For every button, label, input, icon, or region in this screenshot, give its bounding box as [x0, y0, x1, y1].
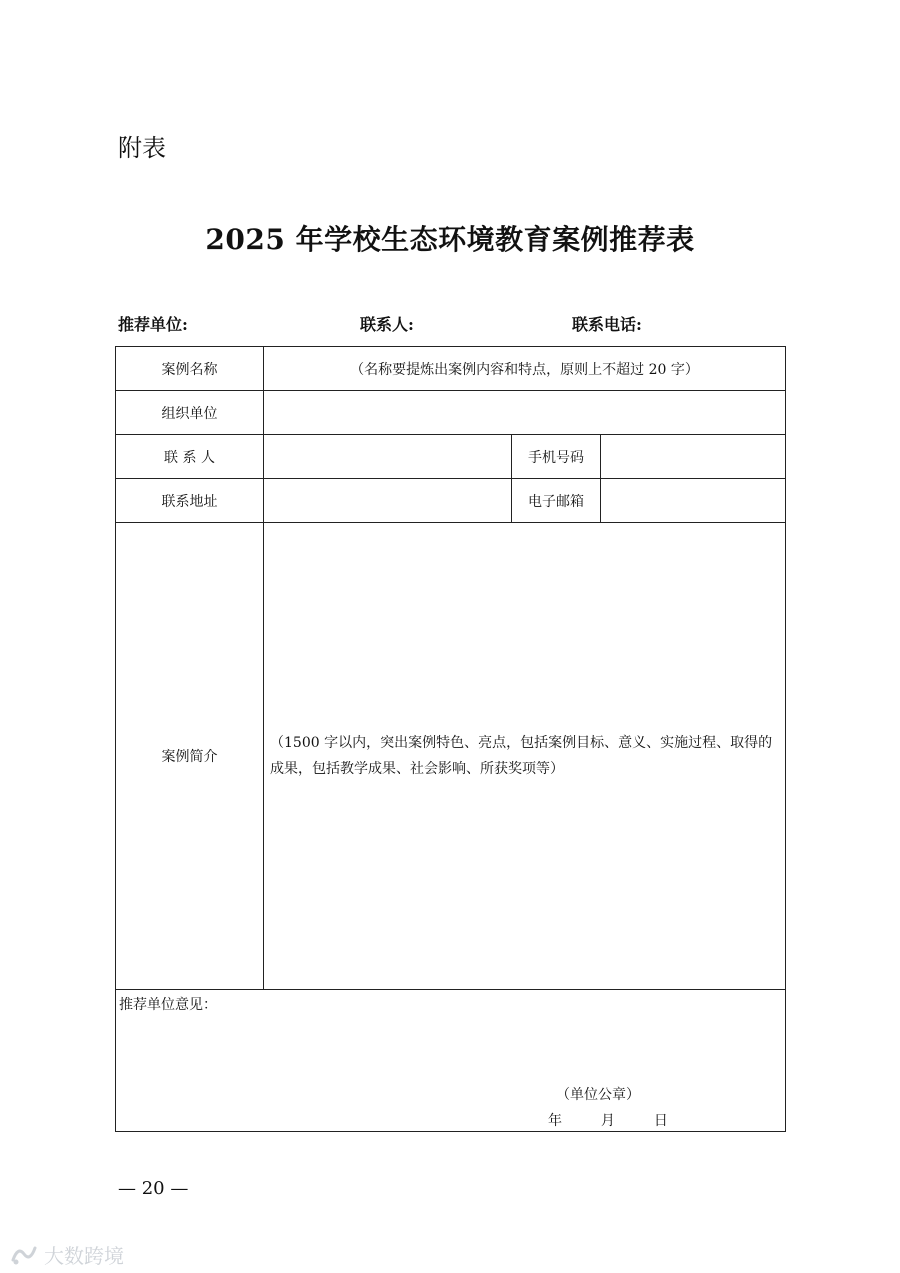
page-title: 2025 年学校生态环境教育案例推荐表: [205, 223, 695, 256]
annex-label: 附表: [118, 134, 166, 162]
summary-field[interactable]: （1500 字以内，突出案例特色、亮点，包括案例目标、意义、实施过程、取得的成果，包括教学成果、社会影响、所获奖项等）: [264, 523, 786, 990]
date-month: 月: [600, 1113, 615, 1129]
mobile-label: 手机号码: [512, 435, 601, 479]
watermark: [10, 1240, 124, 1269]
row-contact: [116, 435, 786, 479]
watermark-text: 大数跨境: [44, 1244, 124, 1268]
email-field[interactable]: [601, 479, 786, 523]
watermark-logo-icon: [10, 1244, 38, 1266]
summary-label: 案例简介: [116, 523, 264, 990]
date-year: 年: [548, 1113, 562, 1129]
recommendation-form-table: [115, 346, 786, 1132]
row-address: [116, 479, 786, 523]
page-number: — 20 —: [118, 1178, 189, 1199]
opinion-field[interactable]: [116, 990, 786, 1132]
contact-person-label: 联系人:: [360, 315, 414, 334]
date-day: 日: [653, 1113, 668, 1129]
address-field[interactable]: [264, 479, 512, 523]
date-line: [548, 1110, 668, 1130]
email-label: 电子邮箱: [512, 479, 601, 523]
row-organization: [116, 391, 786, 435]
contact-phone-label: 联系电话:: [572, 315, 642, 334]
organization-field[interactable]: [264, 391, 786, 435]
row-opinion: [116, 990, 786, 1132]
recommend-unit-label: 推荐单位:: [118, 315, 188, 334]
contact-field[interactable]: [264, 435, 512, 479]
case-name-field[interactable]: （名称要提炼出案例内容和特点，原则上不超过 20 字）: [264, 347, 786, 391]
address-label: 联系地址: [116, 479, 264, 523]
seal-text: （单位公章）: [556, 1087, 640, 1103]
contact-label: 联 系 人: [116, 435, 264, 479]
row-case-name: [116, 347, 786, 391]
opinion-label: 推荐单位意见：: [119, 997, 217, 1013]
row-summary: [116, 523, 786, 990]
case-name-label: 案例名称: [116, 347, 264, 391]
organization-label: 组织单位: [116, 391, 264, 435]
mobile-field[interactable]: [601, 435, 786, 479]
